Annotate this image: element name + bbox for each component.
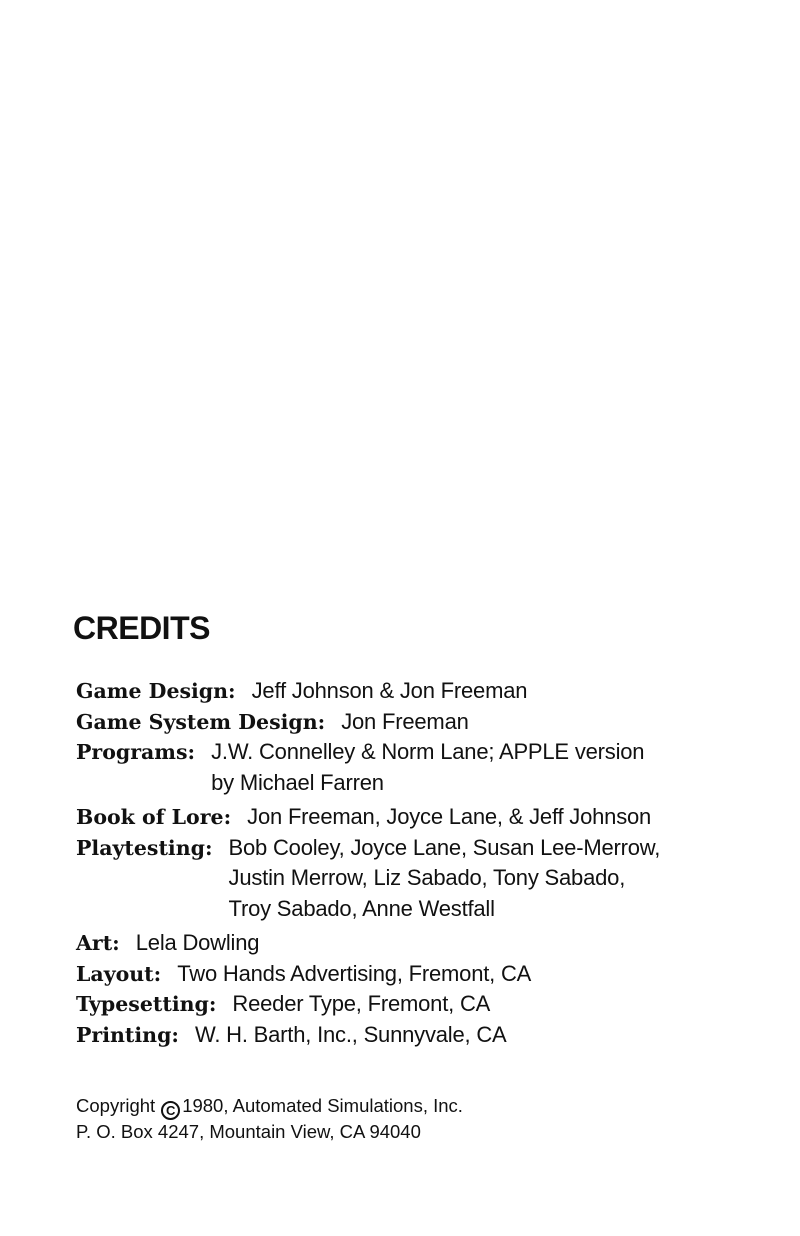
credit-names bbox=[232, 989, 490, 1020]
publisher-address: P. O. Box 4247, Mountain View, CA 94040 bbox=[76, 1121, 421, 1142]
credit-label: Typesetting: bbox=[76, 992, 217, 1016]
credit-entry-programs bbox=[76, 737, 766, 798]
credit-line: Jon Freeman bbox=[341, 708, 469, 734]
credit-line: Reeder Type, Fremont, CA bbox=[232, 991, 491, 1016]
credit-entry-game-system-design bbox=[76, 707, 766, 738]
credit-entry-book-of-lore bbox=[76, 802, 766, 833]
credit-line: Jeff Johnson & Jon Freeman bbox=[251, 678, 528, 703]
credit-names bbox=[136, 928, 260, 959]
credit-label: Book of Lore: bbox=[76, 805, 232, 829]
credit-names bbox=[177, 959, 531, 990]
credit-label: Programs: bbox=[76, 740, 196, 764]
credit-entry-playtesting bbox=[76, 833, 766, 925]
credit-line: by Michael Farren bbox=[211, 769, 384, 795]
credit-label: Playtesting: bbox=[76, 835, 213, 860]
credit-line: Jon Freeman, Joyce Lane, & Jeff Johnson bbox=[247, 804, 652, 829]
credit-entry-art bbox=[76, 928, 766, 959]
credit-label: Game Design: bbox=[76, 679, 236, 703]
copyright-block bbox=[76, 1094, 463, 1143]
credit-line: Justin Merrow, Liz Sabado, Tony Sabado, bbox=[228, 865, 626, 890]
credit-entry-printing bbox=[76, 1020, 766, 1051]
credit-entry-typesetting bbox=[76, 989, 766, 1020]
credit-label: Printing: bbox=[76, 1022, 179, 1047]
copyright-text: 1980, Automated Simulations, Inc. bbox=[182, 1095, 463, 1116]
credit-entry-layout bbox=[76, 959, 766, 990]
credit-line: Troy Sabado, Anne Westfall bbox=[228, 895, 495, 921]
credit-label: Art: bbox=[76, 931, 120, 955]
copyright-icon: C bbox=[161, 1101, 180, 1120]
credit-line: J.W. Connelley & Norm Lane; APPLE version bbox=[211, 739, 645, 764]
credits-list bbox=[76, 676, 766, 1050]
credit-names bbox=[195, 1020, 507, 1051]
credit-names bbox=[229, 833, 661, 925]
credit-line: W. H. Barth, Inc., Sunnyvale, CA bbox=[194, 1021, 507, 1047]
credit-names bbox=[252, 676, 528, 707]
credit-label: Layout: bbox=[76, 961, 162, 986]
page-title: CREDITS bbox=[73, 610, 210, 646]
credit-line: Lela Dowling bbox=[135, 930, 260, 955]
credit-names bbox=[247, 802, 651, 833]
credit-names bbox=[211, 737, 644, 798]
copyright-line bbox=[76, 1094, 463, 1120]
credit-entry-game-design bbox=[76, 676, 766, 707]
credit-names bbox=[341, 707, 468, 738]
credit-line: Two Hands Advertising, Fremont, CA bbox=[177, 960, 532, 986]
credit-line: Bob Cooley, Joyce Lane, Susan Lee-Merrow, bbox=[228, 834, 661, 860]
credit-label: Game System Design: bbox=[76, 709, 326, 734]
copyright-prefix: Copyright bbox=[76, 1095, 156, 1116]
